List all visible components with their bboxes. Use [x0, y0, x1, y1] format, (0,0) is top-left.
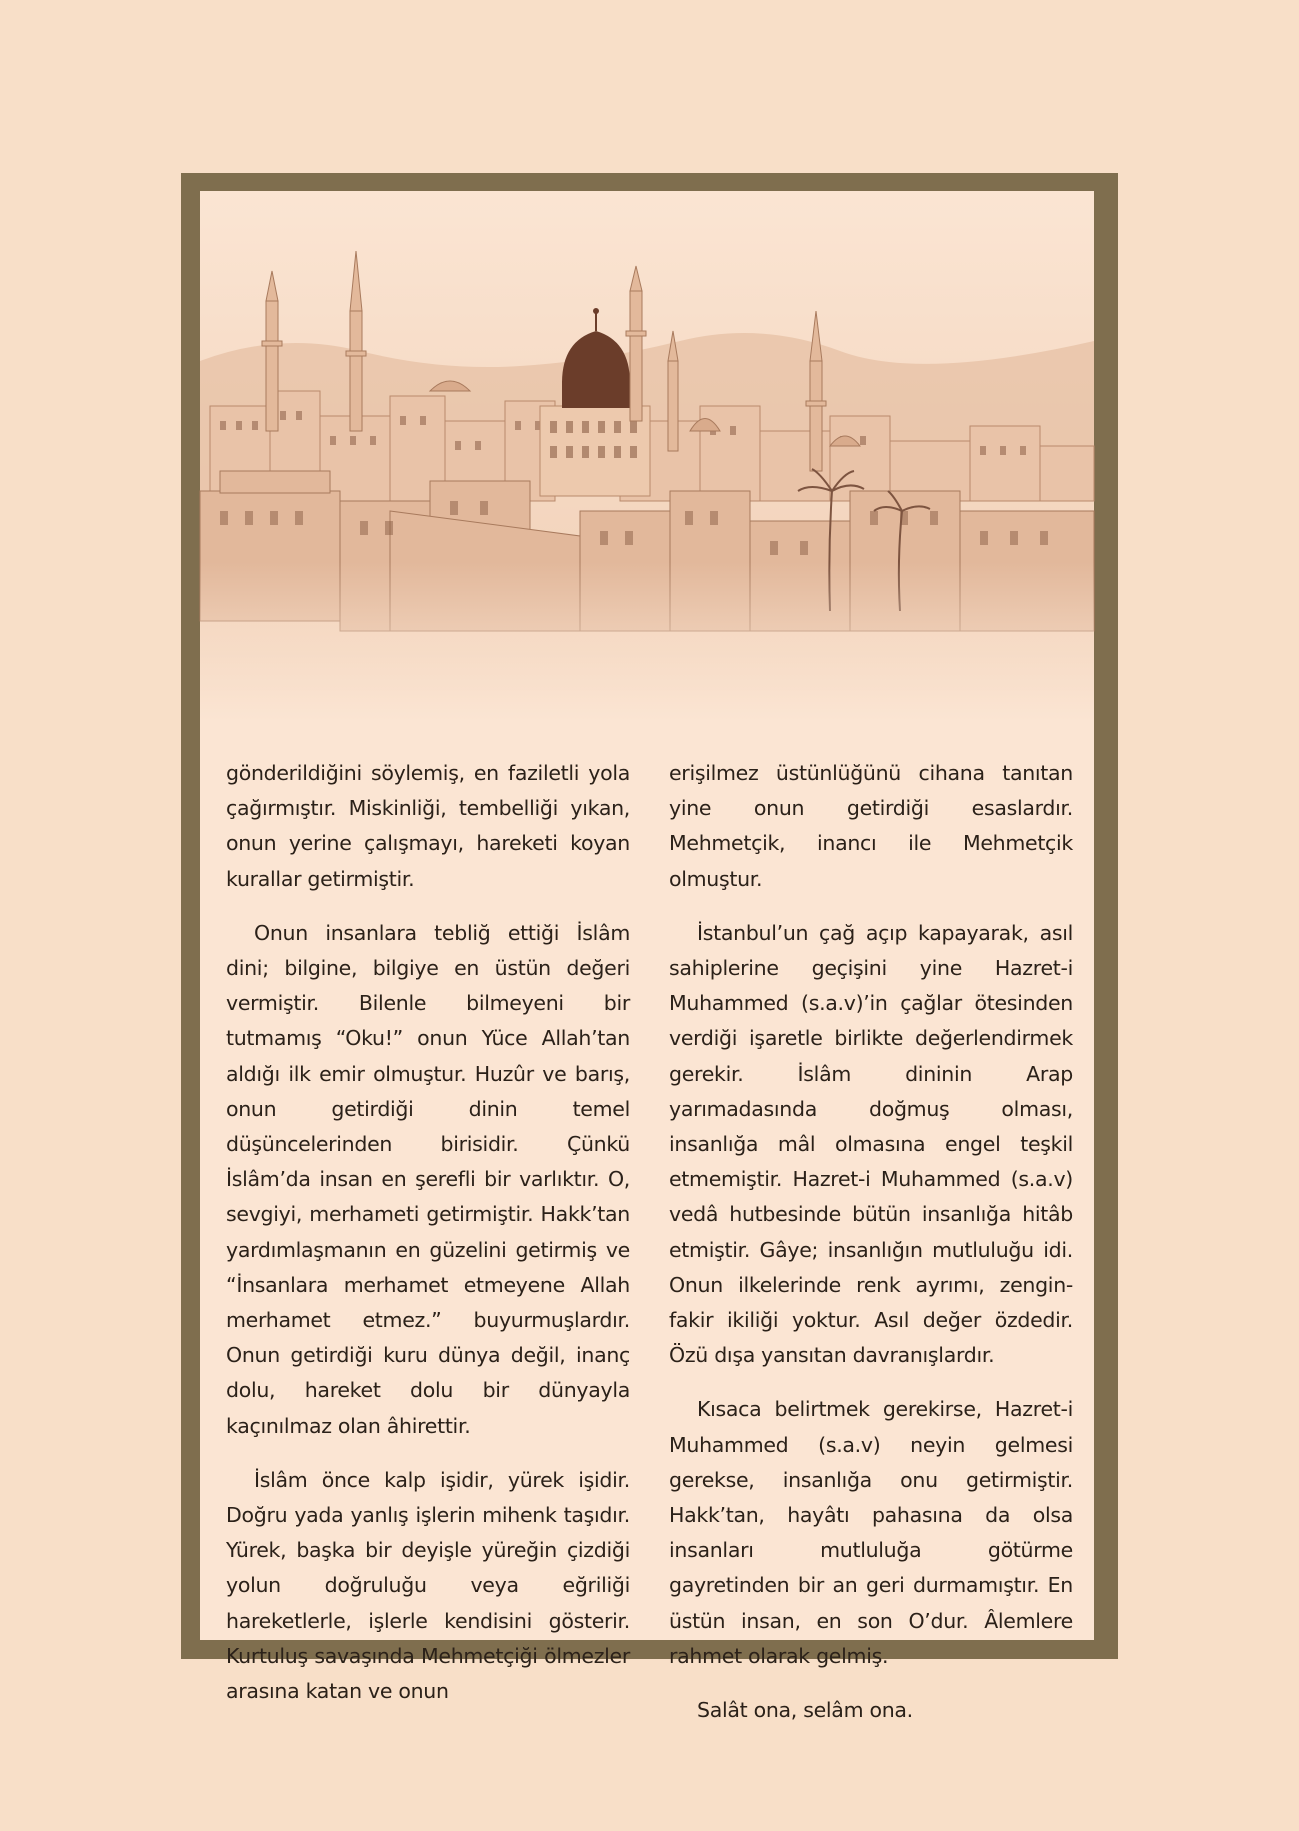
left-paragraph-1: gönderildiğini söylemiş, en faziletli yola çağırmıştır. Miskinliği, tembelliği yıkan, onun yerine çalışmayı, hareketi koyan kurallar getirmiştir. — [226, 761, 630, 891]
content-panel — [200, 191, 1094, 1723]
right-paragraph-1: erişilmez üstünlüğünü cihana tanıtan yine onun getirdiği esaslardır. Mehmetçik, inancı ile Mehmetçik olmuştur. — [669, 761, 1073, 891]
left-paragraph-3: İslâm önce kalp işidir, yürek işidir. Doğru yada yanlış işlerin mihenk taşıdır. Yürek, başka bir deyişle yüreğin çizdiği yolun doğruluğu veya eğriliği hareketlerle, işlerle kendisini gösterir. Kurtuluş savaşında Mehmetçiği ölmezler arasına katan ve onun — [226, 1467, 630, 1704]
city-illustration — [200, 191, 1094, 721]
right-column — [669, 756, 1073, 1747]
left-paragraph-2: Onun insanlara tebliğ ettiği İslâm dini; bilgine, bilgiye en üstün değeri vermiştir. Bilenle bilmeyeni bir tutmamış “Oku!” onun Yüce Allah’tan aldığı ilk emir olmuştur. Huzûr ve barış, onun getirdiği dinin temel düşüncelerinden birisidir. Çünkü İslâm’da insan en şerefli bir varlıktır. O, sevgiyi, merhameti getirmiştir. Hakk’tan yardımlaşmanın en güzelini getirmiş ve “İnsanlara merhamet etmeyene Allah merhamet etmez.” buyurmuşlardır. Onun getirdiği kuru dünya değil, inanç dolu, hareket dolu bir dünyayla kaçınılmaz olan âhirettir. — [226, 920, 630, 1438]
left-column — [226, 756, 630, 1728]
right-paragraph-2: İstanbul’un çağ açıp kapayarak, asıl sahiplerine geçişini yine Hazret-i Muhammed (s.a.v)’in çağlar ötesinden verdiği işaretle birlikte değerlendirmek gerekir. İslâm dininin Arap yarımadasında doğmuş olması, insanlığa mâl olmasına engel teşkil etmemiştir. Hazret-i Muhammed (s.a.v) vedâ hutbesinde bütün insanlığa hitâb etmiştir. Gâye; insanlığın mutluluğu idi. Onun ilkelerinde renk ayrımı, zengin-fakir ikiliği yoktur. Asıl değer özdedir. Özü dışa yansıtan davranışlardır. — [669, 920, 1073, 1368]
right-paragraph-3: Kısaca belirtmek gerekirse, Hazret-i Muhammed (s.a.v) neyin gelmesi gerekse, insanlığa onu getirmiştir. Hakk’tan, hayâtı pahasına da olsa insanları mutluluğa götürme gayretinden bir an geri durmamıştır. En üstün insan, en son O’dur. Âlemlere rahmet olarak gelmiş. — [669, 1397, 1073, 1668]
right-paragraph-4: Salât ona, selâm ona. — [697, 1698, 913, 1723]
